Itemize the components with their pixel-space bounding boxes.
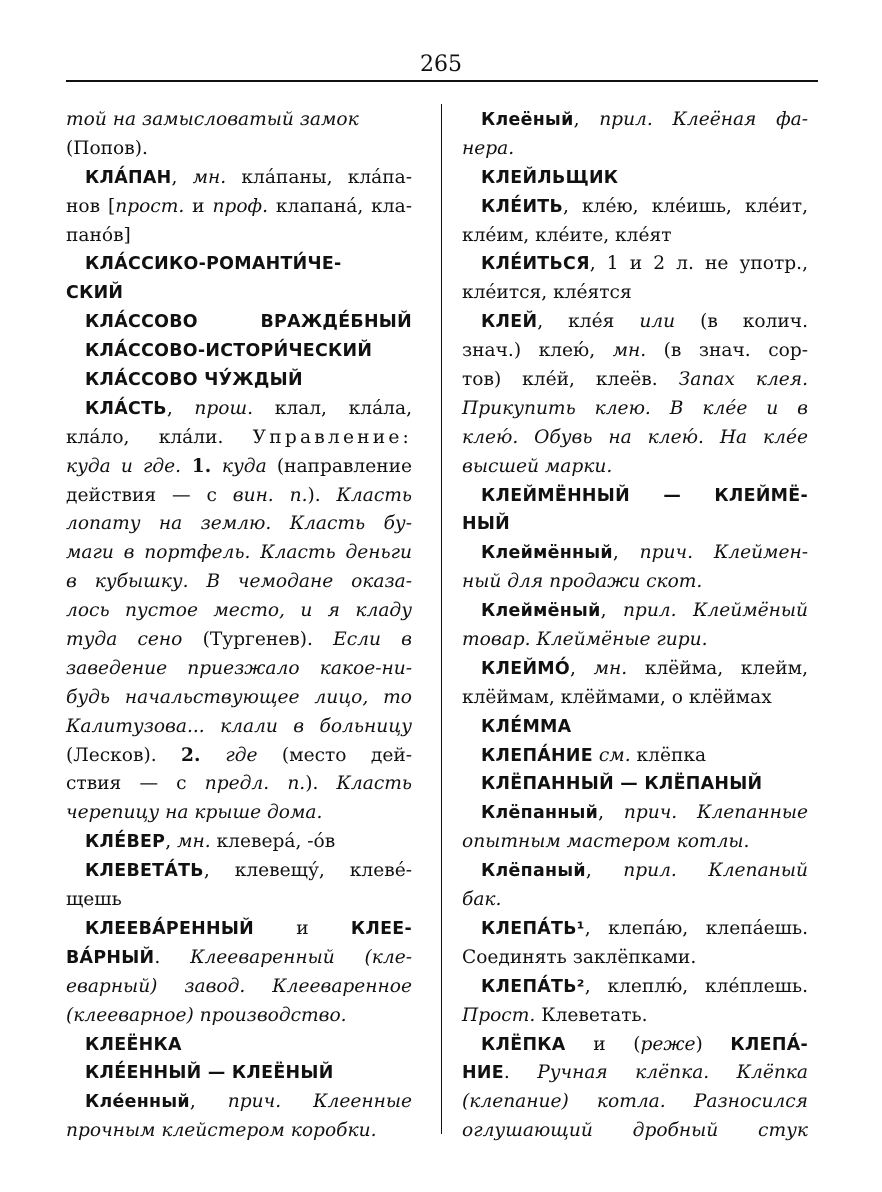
text-segment: или xyxy=(639,311,676,333)
text-line xyxy=(66,395,412,424)
text-segment: клевера́, -о́в xyxy=(210,831,336,853)
text-segment: Соединять заклёпками. xyxy=(462,946,697,968)
text-segment: Калитузова... клали в больницу xyxy=(66,715,412,737)
headword: КЛА́ССОВО-ИСТОРИ́ЧЕСКИЙ xyxy=(85,341,373,362)
text-line xyxy=(462,944,808,973)
text-segment: , xyxy=(166,397,195,419)
text-line xyxy=(462,193,808,222)
headword: КЛЕ́ИТЬСЯ xyxy=(481,254,590,275)
text-segment: тов) кле́й, клеёв. xyxy=(462,369,679,391)
header-rule xyxy=(66,80,818,82)
text-segment: . xyxy=(154,946,191,968)
headword: КЛЕПА́- xyxy=(730,1034,808,1055)
headword: КЛА́ССИКО-РОМАНТИ́ЧЕ- xyxy=(85,254,342,275)
text-segment: опытным мастером котлы. xyxy=(462,831,750,853)
text-segment: прил. Клеёная фа- xyxy=(599,109,808,130)
headword: Клёпанный xyxy=(481,803,599,824)
text-segment: клёпка xyxy=(630,744,707,766)
headword: КЛЁПКА xyxy=(481,1034,566,1055)
text-segment: Класть xyxy=(336,773,412,795)
text-line xyxy=(462,106,808,135)
text-segment: оглушающий дробный стук xyxy=(462,1120,808,1142)
text-segment: , клеплю́, кле́плешь. xyxy=(584,975,808,997)
headword: КЛЕЙ xyxy=(481,312,538,333)
text-segment: (в колич. xyxy=(675,311,808,333)
text-segment: , клевещу́, клеве́- xyxy=(203,860,412,882)
text-segment: , xyxy=(598,802,624,824)
text-line xyxy=(66,424,412,453)
text-line xyxy=(66,828,412,857)
text-segment: , xyxy=(585,860,624,882)
text-segment: Клеветать. xyxy=(535,1004,648,1026)
text-segment: и xyxy=(254,917,351,939)
text-line xyxy=(66,337,412,366)
text-segment: (место дей- xyxy=(257,744,412,766)
text-segment: , кле́ю, кле́ишь, кле́ит, xyxy=(563,195,808,217)
text-line xyxy=(66,568,412,597)
text-segment: еварный) завод. Клееваренное xyxy=(66,975,412,997)
headword: КЛЕЙМО́ xyxy=(481,658,570,679)
headword: КЛЕПА́ТЬ² xyxy=(481,976,585,997)
text-line xyxy=(66,250,412,279)
headword: КЛЕ́ЕННЫЙ — КЛЕЁНЫЙ xyxy=(85,1063,334,1084)
text-segment: ный для продажи скот. xyxy=(462,571,703,593)
text-line xyxy=(462,770,808,799)
text-segment: прил. Клеймёный xyxy=(622,600,808,622)
text-segment: 1. xyxy=(181,455,222,477)
text-line xyxy=(462,655,808,684)
text-segment: (Лесков). xyxy=(66,744,181,766)
headword: КЛЕЙЛЬЩИК xyxy=(481,167,619,188)
text-segment: кле́им, кле́ите, кле́ят xyxy=(462,224,672,246)
text-line xyxy=(462,973,808,1002)
text-segment: , xyxy=(569,657,594,679)
text-line xyxy=(462,482,808,511)
text-segment: , xyxy=(573,109,600,130)
text-segment: , 1 и 2 л. не употр., xyxy=(589,253,808,275)
text-segment: предл. п. xyxy=(204,773,306,795)
text-line xyxy=(462,135,808,164)
text-segment: прич. Клепанные xyxy=(623,802,808,824)
text-segment: нера. xyxy=(462,137,515,159)
text-line xyxy=(462,713,808,742)
text-segment: Клееваренный (кле- xyxy=(190,946,412,968)
text-line xyxy=(462,366,808,395)
text-line xyxy=(66,1059,412,1088)
text-line xyxy=(66,684,412,713)
text-line xyxy=(66,1031,412,1060)
text-line xyxy=(66,510,412,539)
text-segment: клапана́, кла- xyxy=(268,195,412,217)
text-segment: Прост. xyxy=(462,1004,536,1026)
text-line xyxy=(462,597,808,626)
text-segment: Прикупить клею. В кле́е и в xyxy=(462,397,808,419)
text-segment: (в знач. сор- xyxy=(646,340,809,362)
text-segment: будь начальствующее лицо, то xyxy=(66,686,412,708)
text-line xyxy=(462,337,808,366)
headword: КЛЕЁНКА xyxy=(85,1034,182,1055)
text-segment: знач.) клею́, xyxy=(462,340,613,362)
headword: Клеймёный xyxy=(481,601,601,622)
text-segment: кла́паны, кла́па- xyxy=(226,166,412,188)
text-segment: ). xyxy=(307,484,337,506)
text-segment: клёймам, клёймами, о клёймах xyxy=(462,686,772,708)
text-line xyxy=(462,799,808,828)
text-segment: (клепание) котла. Разносился xyxy=(462,1091,808,1113)
page-number: 265 xyxy=(420,52,462,77)
text-segment: действия — с xyxy=(66,484,233,506)
text-segment: . xyxy=(503,1062,538,1084)
text-line xyxy=(462,886,808,915)
text-segment: , xyxy=(600,600,623,622)
text-segment: мн. xyxy=(593,657,628,679)
text-segment: нов [ xyxy=(66,195,116,217)
text-line xyxy=(462,1059,808,1088)
text-line xyxy=(462,857,808,886)
text-segment: , xyxy=(189,1091,228,1113)
text-segment: ). xyxy=(305,773,337,795)
text-line xyxy=(66,193,412,222)
headword: Клеёный xyxy=(481,110,574,130)
headword: КЛА́СТЬ xyxy=(85,398,167,419)
headword: ВА́РНЫЙ xyxy=(66,947,155,968)
text-segment: реже xyxy=(640,1033,696,1055)
text-line xyxy=(66,164,412,193)
text-line xyxy=(462,279,808,308)
text-segment: заведение приезжало какое-ни- xyxy=(66,657,412,679)
text-line xyxy=(462,453,808,482)
text-line xyxy=(66,453,412,482)
headword: КЛЕ́ВЕР xyxy=(85,832,166,853)
headword: КЛЕ́ММА xyxy=(481,716,572,737)
text-segment: черепицу на крыше дома. xyxy=(66,802,323,824)
text-segment: лось пустое место, и я кладу xyxy=(66,600,412,622)
text-segment: (Тургенев). xyxy=(182,629,334,651)
right-column xyxy=(462,106,808,1146)
text-line xyxy=(66,222,412,251)
text-segment: проф. xyxy=(212,195,268,217)
text-line xyxy=(462,1088,808,1117)
headword: КЛЕВЕТА́ТЬ xyxy=(85,861,204,882)
text-line xyxy=(462,308,808,337)
text-line xyxy=(66,857,412,886)
text-line xyxy=(462,684,808,713)
column-divider xyxy=(441,104,442,1134)
text-line xyxy=(462,626,808,655)
text-line xyxy=(66,106,412,135)
text-segment: Класть xyxy=(336,484,413,506)
text-segment: см. xyxy=(598,744,631,766)
text-segment: ствия — с xyxy=(66,773,205,795)
headword: КЛЕПА́ТЬ¹ xyxy=(481,918,585,939)
headword: НЫЙ xyxy=(462,514,511,535)
text-line xyxy=(462,395,808,424)
text-line xyxy=(66,482,412,511)
headword: Клёпаный xyxy=(481,861,586,882)
text-segment: клею́. Обувь на клею́. На кле́е xyxy=(462,426,808,448)
text-line xyxy=(462,424,808,453)
text-segment: прич. Клеймен- xyxy=(639,542,808,564)
text-segment: и ( xyxy=(565,1033,641,1055)
headword: КЛЕЙМЁННЫЙ — КЛЕЙМЁ- xyxy=(481,485,808,506)
text-line xyxy=(66,973,412,1002)
text-segment: мн. xyxy=(612,340,647,362)
text-line xyxy=(462,1117,808,1146)
text-segment: куда xyxy=(221,455,267,477)
text-segment: той на замысловатый замок xyxy=(66,109,359,130)
headword: СКИЙ xyxy=(66,283,124,304)
text-segment: прочным клейстером коробки. xyxy=(66,1120,377,1142)
left-column xyxy=(66,106,412,1146)
text-line xyxy=(66,366,412,395)
text-line xyxy=(66,279,412,308)
text-line xyxy=(462,1002,808,1031)
text-segment: щешь xyxy=(66,889,122,911)
text-segment: прил. Клепаный xyxy=(623,860,808,882)
text-segment: лопату на землю. Класть бу- xyxy=(66,513,412,535)
text-segment: пано́в] xyxy=(66,224,131,246)
text-line xyxy=(462,828,808,857)
text-segment: туда сено xyxy=(66,629,183,651)
headword: Клеймённый xyxy=(481,543,613,564)
text-segment: товар. Клеймёные гири. xyxy=(462,629,708,651)
text-line xyxy=(66,1117,412,1146)
text-segment: (клееварное) производство. xyxy=(66,1004,347,1026)
text-line xyxy=(66,915,412,944)
text-segment: Если в xyxy=(333,629,412,651)
headword: КЛЕЕВА́РЕННЫЙ xyxy=(85,918,255,939)
text-line xyxy=(462,742,808,771)
text-line xyxy=(66,597,412,626)
text-segment: прич. Клеенные xyxy=(227,1091,412,1113)
text-segment: куда и где. xyxy=(66,455,182,477)
text-line xyxy=(66,308,412,337)
text-segment: , xyxy=(612,542,640,564)
headword: КЛА́ССОВО ЧУ́ЖДЫЙ xyxy=(85,370,303,391)
text-segment: (направление xyxy=(266,455,413,477)
headword: КЛА́ПАН xyxy=(85,167,172,188)
text-segment: кле́ится, кле́ятся xyxy=(462,282,632,304)
text-line xyxy=(66,1002,412,1031)
text-line xyxy=(462,1031,808,1060)
text-segment: и xyxy=(184,195,213,217)
text-line xyxy=(462,915,808,944)
text-segment: кла́ло, кла́ли. xyxy=(66,426,253,448)
text-segment: мн. xyxy=(177,831,211,853)
text-line xyxy=(66,770,412,799)
text-line xyxy=(462,539,808,568)
text-line xyxy=(66,135,412,164)
headword: Кле́енный xyxy=(85,1092,190,1113)
text-segment: Управление: xyxy=(252,426,412,448)
text-segment: прост. xyxy=(115,195,185,217)
text-segment: бак. xyxy=(462,889,502,911)
headword: КЛА́ССОВО ВРАЖДЕ́БНЫЙ xyxy=(85,312,412,333)
text-line xyxy=(66,713,412,742)
text-segment: в кубышку. В чемодане оказа- xyxy=(66,571,412,593)
headword: КЛЕЕ- xyxy=(350,918,412,939)
text-segment: прош. xyxy=(194,397,254,419)
headword: КЛЁПАННЫЙ — КЛЁПАНЫЙ xyxy=(481,774,763,795)
text-segment: , xyxy=(171,166,193,188)
text-line xyxy=(66,886,412,915)
text-line xyxy=(462,250,808,279)
headword: КЛЕ́ИТЬ xyxy=(481,196,564,217)
text-segment: высшей марки. xyxy=(462,455,613,477)
text-segment: вин. п. xyxy=(232,484,308,506)
text-segment: маги в портфель. Класть деньги xyxy=(66,542,412,564)
text-line xyxy=(66,626,412,655)
text-segment: , кле́я xyxy=(537,311,640,333)
text-line xyxy=(462,222,808,251)
text-line xyxy=(462,510,808,539)
text-line xyxy=(66,539,412,568)
text-segment: клёйма, клейм, xyxy=(627,657,808,679)
text-segment: , xyxy=(165,831,178,853)
text-line xyxy=(462,164,808,193)
text-line xyxy=(66,655,412,684)
text-segment: мн. xyxy=(192,166,227,188)
text-segment: , клепа́ю, клепа́ешь. xyxy=(584,917,808,939)
headword: НИЕ xyxy=(462,1063,504,1084)
text-segment: (Попов). xyxy=(66,137,148,159)
headword: КЛЕПА́НИЕ xyxy=(481,745,593,766)
text-line xyxy=(66,742,412,771)
text-segment: 2. xyxy=(181,744,226,766)
text-segment: ) xyxy=(695,1033,731,1055)
text-segment: клал, кла́ла, xyxy=(253,397,412,419)
text-line xyxy=(66,944,412,973)
text-line xyxy=(462,568,808,597)
text-segment: Запах клея. xyxy=(678,369,809,391)
text-line xyxy=(66,799,412,828)
text-line xyxy=(66,1088,412,1117)
text-segment: Ручная клёпка. Клёпка xyxy=(537,1062,809,1084)
text-segment: где xyxy=(225,744,258,766)
